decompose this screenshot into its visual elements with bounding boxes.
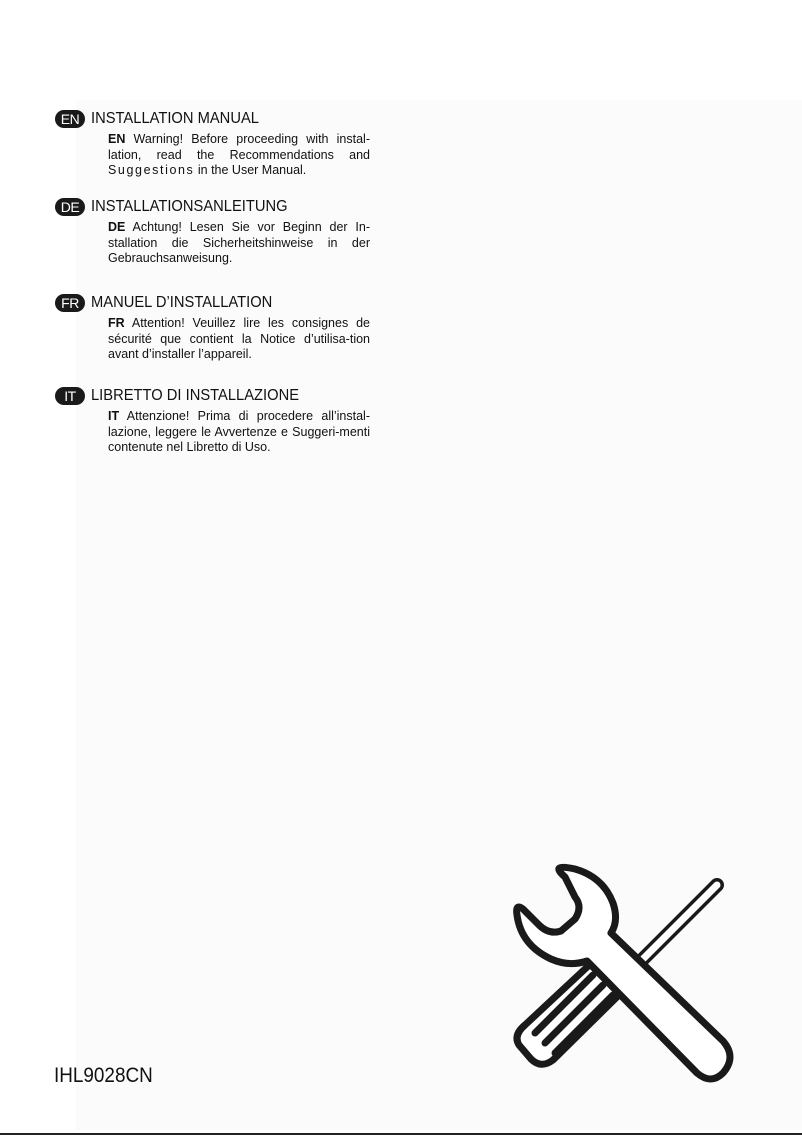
section-text-it: [108, 409, 370, 456]
language-badge-it: IT: [55, 387, 85, 405]
warning-text-fr: Attention! Veuillez lire les consignes de sécurité que contient la Notice d’utilisa-tion avant d’installer l’appareil.: [108, 316, 370, 361]
bottom-rule: [0, 1133, 802, 1135]
section-heading-fr: MANUEL D’INSTALLATION: [91, 294, 273, 311]
warning-line-2: lation, read the Recommendations and: [108, 147, 370, 162]
section-text-en: [108, 132, 370, 179]
wrench-and-screwdriver-icon: [505, 855, 765, 1090]
warning-word-suggestions: Suggestions: [108, 163, 195, 177]
language-code-en: EN: [108, 132, 126, 146]
model-number: IHL9028CN: [54, 1064, 153, 1087]
section-heading-en: INSTALLATION MANUAL: [91, 110, 259, 127]
language-code-fr: FR: [108, 316, 125, 330]
section-text-de: [108, 220, 370, 267]
warning-text-it: Attenzione! Prima di procedere all’instal-lazione, leggere le Avvertenze e Suggeri-menti contenute nel Libretto di Uso.: [108, 409, 370, 454]
language-code-it: IT: [108, 409, 120, 423]
section-heading-de: INSTALLATIONSANLEITUNG: [91, 198, 288, 215]
warning-line-3: in the User Manual.: [194, 163, 307, 177]
warning-line-1: Warning! Before proceeding with instal-: [133, 132, 370, 146]
section-heading-it: LIBRETTO DI INSTALLAZIONE: [91, 387, 300, 404]
warning-text-de: Achtung! Lesen Sie vor Beginn der In-stallation die Sicherheitshinweise in der Gebrauchsanweisung.: [108, 220, 370, 265]
language-badge-fr: FR: [55, 294, 85, 312]
language-badge-en: EN: [55, 110, 85, 128]
language-badge-de: DE: [55, 198, 85, 216]
section-text-fr: [108, 316, 370, 363]
language-code-de: DE: [108, 220, 126, 234]
